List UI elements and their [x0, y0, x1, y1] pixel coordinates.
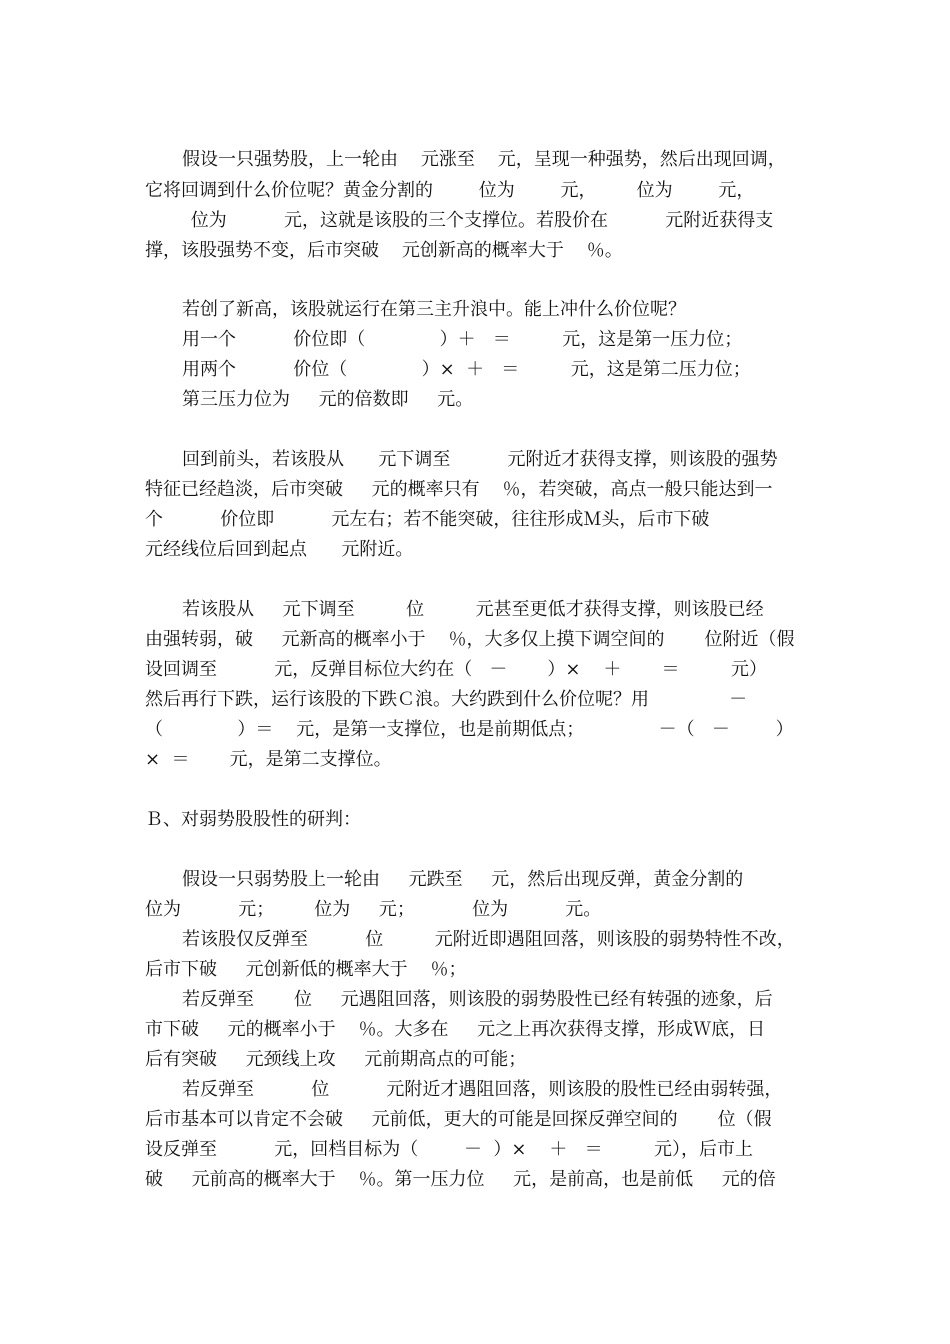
text-line: 位为 元，这就是该股的三个支撑位。若股价在 元附近获得支: [145, 210, 774, 231]
text-line: 特征已经趋淡，后市突破 元的概率只有 ％，若突破，高点一般只能达到一: [145, 479, 773, 500]
text-line: 用一个 价位即（ ）＋ ＝ 元，这是第一压力位；: [182, 329, 743, 350]
text-line: 破 元前高的概率大于 ％。第一压力位 元，是前高，也是前低 元的倍: [145, 1169, 776, 1190]
section-heading: Ｂ、对弱势股股性的研判：: [145, 809, 361, 830]
text-line: 若反弹至 位 元附近才遇阻回落，则该股的股性已经由弱转强，: [182, 1079, 783, 1100]
text-line: 回到前头，若该股从 元下调至 元附近才获得支撑，则该股的强势: [182, 449, 778, 470]
text-line: 元经线位后回到起点 元附近。: [145, 539, 414, 560]
text-line: 第三压力位为 元的倍数即 元。: [182, 389, 474, 410]
text-line: 用两个 价位（ ）× ＋ ＝ 元，这是第二压力位；: [182, 359, 751, 380]
text-line: 假设一只弱势股上一轮由 元跌至 元，然后出现反弹，黄金分割的: [182, 869, 744, 890]
text-line: 个 价位即 元左右；若不能突破，往往形成Ｍ头，后市下破: [145, 509, 710, 530]
text-line: 后有突破 元颈线上攻 元前期高点的可能；: [145, 1049, 527, 1070]
text-line: 后市基本可以肯定不会破 元前低，更大的可能是回探反弹空间的 位（假: [145, 1109, 772, 1130]
text-line: 若该股从 元下调至 位 元甚至更低才获得支撑，则该股已经: [182, 599, 764, 620]
text-line: 若反弹至 位 元遇阻回落，则该股的弱势股性已经有转强的迹象，后: [182, 989, 773, 1010]
text-line: 撑，该股强势不变，后市突破 元创新高的概率大于 ％。: [145, 240, 623, 261]
text-line: （ ）＝ 元，是第一支撑位，也是前期低点； －（ － ）: [145, 719, 794, 740]
text-line: 然后再行下跌，运行该股的下跌Ｃ浪。大约跌到什么价位呢？用 －: [145, 689, 748, 710]
text-line: 位为 元； 位为 元； 位为 元。: [145, 899, 602, 920]
text-line: 若创了新高，该股就运行在第三主升浪中。能上冲什么价位呢？: [182, 299, 686, 320]
text-line: 设反弹至 元，回档目标为（ － ）× ＋ ＝ 元），后市上: [145, 1139, 754, 1160]
text-line: 若该股仅反弹至 位 元附近即遇阻回落，则该股的弱势特性不改，: [182, 929, 795, 950]
text-line: 它将回调到什么价位呢？黄金分割的 位为 元， 位为 元，: [145, 180, 755, 201]
text-line: 假设一只强势股，上一轮由 元涨至 元，呈现一种强势，然后出现回调，: [182, 149, 786, 170]
text-line: × ＝ 元，是第二支撑位。: [145, 749, 392, 770]
text-line: 设回调至 元，反弹目标位大约在（ － ）× ＋ ＝ 元）: [145, 659, 767, 680]
text-line: 由强转弱，破 元新高的概率小于 ％，大多仅上摸下调空间的 位附近（假: [145, 629, 795, 650]
text-line: 市下破 元的概率小于 ％。大多在 元之上再次获得支撑，形成Ｗ底，日: [145, 1019, 766, 1040]
text-line: 后市下破 元创新低的概率大于 ％；: [145, 959, 467, 980]
